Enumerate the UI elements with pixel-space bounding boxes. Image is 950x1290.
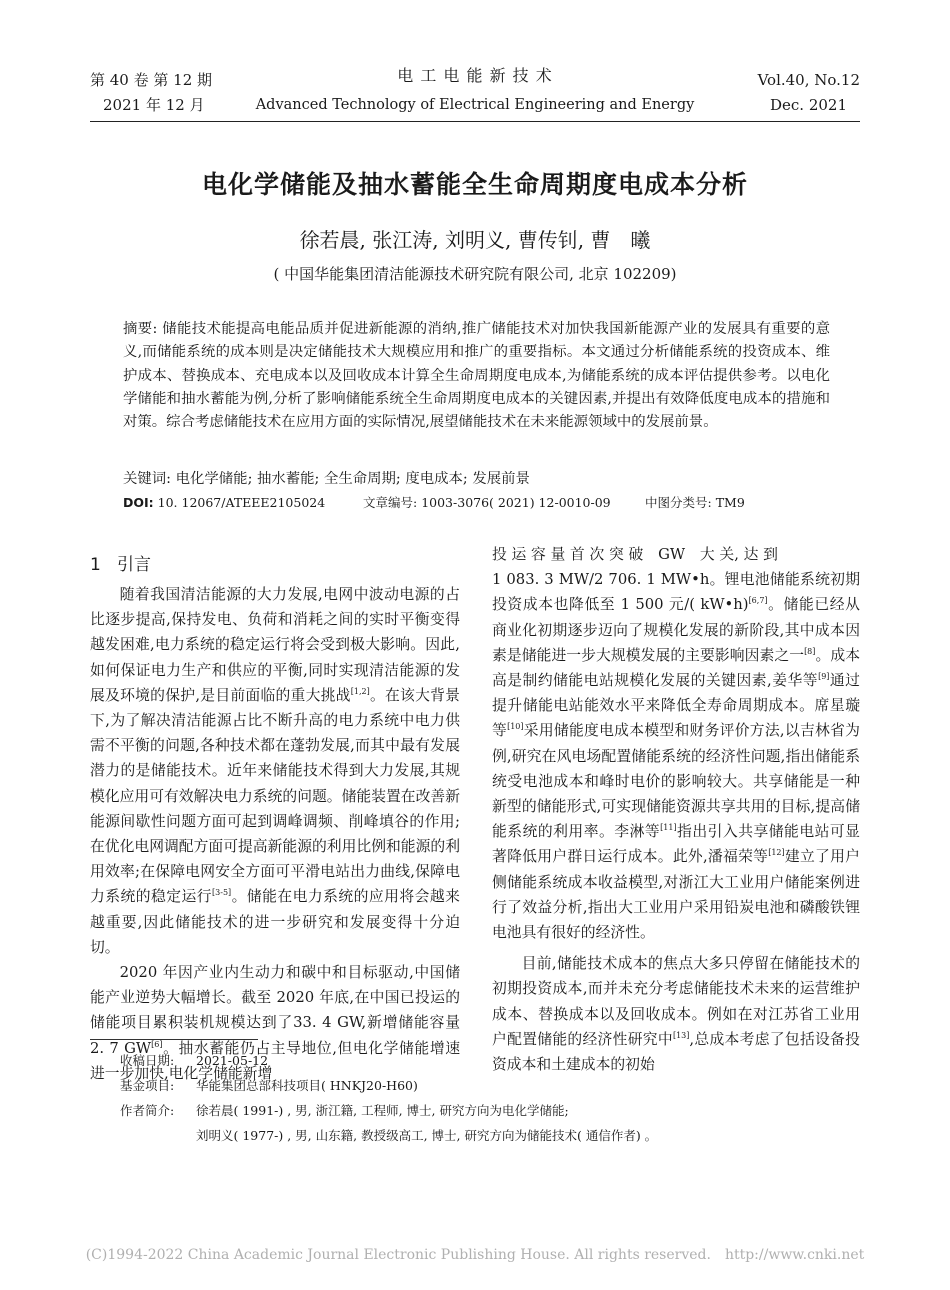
date-cn: 2021 年 12 月 — [103, 96, 205, 114]
bio-label: 作者简介: — [120, 1103, 175, 1118]
paper-title: 电化学储能及抽水蓄能全生命周期度电成本分析 — [201, 170, 748, 199]
volume-issue-en: Vol.40, No.12 — [757, 71, 860, 89]
citation: [6,7] — [748, 596, 768, 606]
journal-title-en: Advanced Technology of Electrical Engineering and Energy — [255, 97, 695, 113]
affiliation: ( 中国华能集团清洁能源技术研究院有限公司, 北京 102209) — [273, 265, 677, 283]
footnote-fund — [120, 1075, 840, 1097]
fund-label: 基金项目: — [120, 1078, 175, 1093]
text-run: 通过提升储能电站能效水平来降低全寿命周期成本。席星璇等 — [492, 672, 860, 740]
text-run: 1 083. 3 MW/2 706. 1 MW•h。锂电池储能系统初期投资成本也降低至 1 500 元/( kW•h) — [492, 571, 860, 614]
keywords-label: 关键词: — [123, 471, 172, 487]
doi-row — [123, 493, 830, 513]
copyright-notice: (C)1994-2022 China Academic Journal Electronic Publishing House. All rights reserved. http://www.cnki.net — [85, 1247, 865, 1263]
footnote-bio-2 — [120, 1125, 840, 1147]
text-run: 。在该大背景下,为了解决清洁能源占比不断升高的电力系统中电力供需不平衡的问题,各种技术都在蓬勃发展,而其中最有发展潜力的是储能技术。近年来储能技术得到大力发展,其规模化应用可有效解决电力系统的问题。储能装置在改善新能源间歇性问题方面可起到调峰调频、削峰填谷的作用;在优化电网调配方面可提高新能源的利用比例和能源的利用效率;在保障电网安全方面可平滑电站出力曲线,保障电力系统的稳定运行 — [90, 686, 460, 906]
text-run: 建立了用户侧储能系统成本收益模型,对浙江大工业用户储能案例进行了效益分析,指出大工业用户采用铅炭电池和磷酸铁锂电池具有很好的经济性。 — [492, 848, 860, 942]
citation: [6] — [151, 1039, 163, 1049]
received-label: 收稿日期: — [120, 1053, 175, 1068]
section-number: 1 — [90, 555, 101, 575]
volume-issue-cn: 第 40 卷 第 12 期 — [90, 71, 213, 89]
citation: [9] — [818, 672, 830, 682]
text-run: 。抽水蓄能仍占主导地位,但电化学储能增速进一步加快,电化学储能新增 — [90, 1039, 460, 1082]
journal-title-cn: 电 工 电 能 新 技 术 — [397, 66, 553, 85]
right-column — [492, 542, 860, 1077]
header-rule — [90, 121, 860, 122]
paragraph-intro-1 — [90, 582, 460, 960]
citation: [1,2] — [350, 686, 370, 696]
text-run: 随着我国清洁能源的大力发展,电网中波动电源的占比逐步提高,保持发电、负荷和消耗之间的实时平衡变得越发困难,电力系统的稳定运行将会受到极大影响。因此,如何保证电力生产和供应的平衡,同时实现清洁能源的发展及环境的保护,是目前面临的重大挑战 — [90, 586, 460, 704]
right-continued-line: 投 运 容 量 首 次 突 破 GW 大 关, 达 到 — [492, 546, 778, 563]
text-run: 。储能在电力系统的应用将会越来越重要,因此储能技术的进一步研究和发展变得十分迫切。 — [90, 888, 460, 956]
abstract — [123, 318, 830, 434]
text-run: 2020 年因产业内生动力和碳中和目标驱动,中国储能产业逆势大幅增长。截至 2020 年底,在中国已投运的储能项目累积装机规模达到了33. 4 GW,新增储能容量 2. 7 GW — [90, 964, 460, 1057]
keywords-text: 电化学储能; 抽水蓄能; 全生命周期; 度电成本; 发展前景 — [175, 471, 530, 487]
citation: [11] — [660, 823, 677, 833]
doi-label: DOI: — [123, 495, 154, 510]
text-run: 。储能已经从商业化初期逐步迈向了规模化发展的新阶段,其中成本因素是储能进一步大规模发展的主要影响因素之一 — [492, 596, 860, 664]
article-no-label: 文章编号: — [363, 495, 418, 510]
doi-value: 10. 12067/ATEEE2105024 — [157, 495, 326, 510]
keywords — [123, 468, 830, 490]
abstract-text: 储能技术能提高电能品质并促进新能源的消纳,推广储能技术对加快我国新能源产业的发展具有重要的意义,而储能系统的成本则是决定储能技术大规模应用和推广的重要指标。本文通过分析储能系统的投资成本、维护成本、替换成本、充电成本以及回收成本计算全生命周期度电成本,为储能系统的成本评估提供参考。以电化学储能和抽水蓄能为例,分析了影响储能系统全生命周期度电成本的关键因素,并提出有效降低度电成本的措施和对策。综合考虑储能技术在应用方面的实际情况,展望储能技术在未来能源领域中的发展前景。 — [123, 321, 830, 431]
text-run: 目前,储能技术成本的焦点大多只停留在储能技术的初期投资成本,而并未充分考虑储能技术未来的运营维护成本、替换成本以及回收成本。例如在对江苏省工业用户配置储能的经济性研究中 — [492, 955, 860, 1048]
citation: [12] — [768, 848, 785, 858]
section-title: 引言 — [117, 555, 152, 575]
text-run: 指出引入共享储能电站可显著降低用户群日运行成本。此外,潘福荣等 — [492, 823, 860, 866]
clc-label: 中图分类号: — [645, 495, 712, 510]
article-no-value: 1003-3076( 2021) 12-0010-09 — [421, 495, 611, 510]
abstract-label: 摘要: — [123, 321, 158, 337]
text-run: 采用储能度电成本模型和财务评价方法,以吉林省为例,研究在风电场配置储能系统的经济性问题,指出储能系统受电池成本和峰时电价的影响较大。共享储能是一种新型的储能形式,可实现储能资源共享共用的目标,提高储能系统的利用率。李淋等 — [492, 722, 860, 841]
left-column — [90, 582, 460, 1086]
footnote-received — [120, 1050, 840, 1072]
received-date: 2021-05-12 — [196, 1053, 269, 1068]
bio-text-2: 刘明义( 1977-) , 男, 山东籍, 教授级高工, 博士, 研究方向为储能技术( 通信作者) 。 — [196, 1128, 658, 1143]
footnote-bio-1 — [120, 1100, 840, 1122]
author-list: 徐若晨, 张江涛, 刘明义, 曹传钊, 曹 曦 — [299, 228, 651, 252]
fund-text: 华能集团总部科技项目( HNKJ20-H60) — [196, 1078, 418, 1093]
section-heading — [90, 553, 151, 578]
citation: [3-5] — [212, 888, 232, 898]
bio-text-1: 徐若晨( 1991-) , 男, 浙江籍, 工程师, 博士, 研究方向为电化学储能; — [196, 1103, 569, 1118]
citation: [10] — [507, 722, 524, 732]
paragraph-continued — [492, 567, 860, 945]
clc-value: TM9 — [715, 495, 745, 510]
text-run: 。成本高是制约储能电站规模化发展的关键因素,姜华等 — [492, 646, 860, 690]
text-run: ,总成本考虑了包括设备投资成本和土建成本的初始 — [492, 1030, 860, 1074]
date-en: Dec. 2021 — [769, 96, 847, 114]
citation: [8] — [804, 646, 816, 656]
footnote-rule — [90, 1039, 258, 1040]
citation: [13] — [672, 1030, 690, 1040]
